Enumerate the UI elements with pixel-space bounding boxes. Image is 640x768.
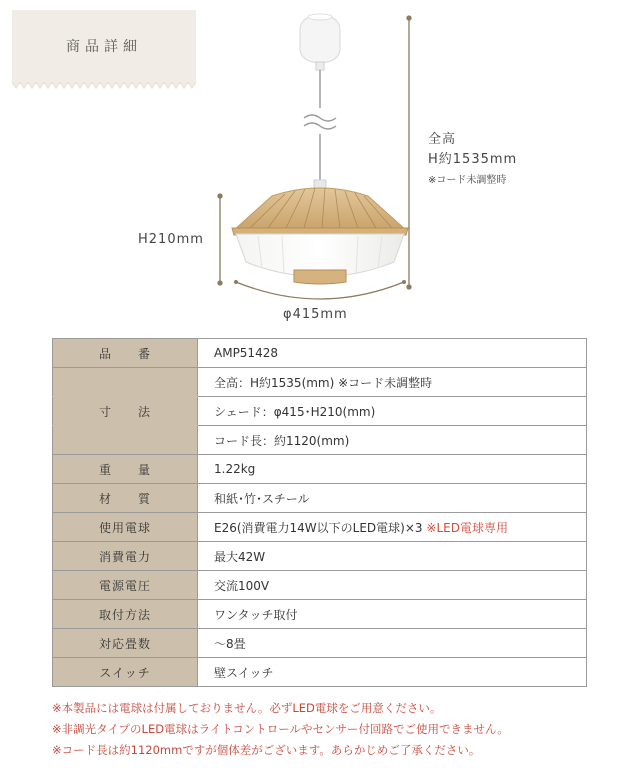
ceiling-canopy: [300, 14, 340, 70]
notes-block: [52, 698, 509, 761]
spec-label-weight: 重 量: [53, 455, 198, 484]
spec-value-part-number: AMP51428: [198, 339, 587, 368]
table-row: [53, 484, 587, 513]
total-height-dimension-line: [407, 16, 411, 289]
note-line: ※非調光タイプのLED電球はライトコントロールやセンサー付回路でご使用できません。: [52, 722, 509, 736]
spec-table: [52, 338, 587, 687]
spec-value-material: 和紙･竹･スチール: [198, 484, 587, 513]
spec-value-cord-length: コード長：約1120(mm): [198, 426, 587, 455]
note-line: ※コード長は約1120mmですが個体差がございます。あらかじめご了承ください。: [52, 743, 481, 757]
spec-label-dimensions-top: [53, 368, 198, 397]
section-title: 商品詳細: [66, 39, 142, 55]
total-height-value: H約1535mm: [428, 152, 518, 167]
table-row: [53, 600, 587, 629]
spec-value-shade-size: シェード：φ415･H210(mm): [198, 397, 587, 426]
spec-label-voltage: 電源電圧: [53, 571, 198, 600]
spec-value-power: 最大42W: [198, 542, 587, 571]
spec-value-switch: 壁スイッチ: [198, 658, 587, 687]
table-row: [53, 571, 587, 600]
table-row: [53, 426, 587, 455]
spec-value-mounting: ワンタッチ取付: [198, 600, 587, 629]
cord-break-mark-bottom: [304, 123, 336, 129]
total-height-label: 全高: [428, 132, 457, 147]
pendant-lamp-illustration: [0, 0, 640, 330]
spec-label-part-number: 品 番: [53, 339, 198, 368]
spec-value-voltage: 交流100V: [198, 571, 587, 600]
spec-label-mounting: 取付方法: [53, 600, 198, 629]
total-height-note: ※コード未調整時: [428, 175, 507, 186]
spec-label-dimensions-bottom: [53, 426, 198, 455]
table-row: [53, 455, 587, 484]
spec-label-room-size: 対応畳数: [53, 629, 198, 658]
spec-value-bulb: [198, 513, 587, 542]
note-line: ※本製品には電球は付属しておりません。必ずLED電球をご用意ください。: [52, 701, 442, 715]
table-row: [53, 542, 587, 571]
table-row: [53, 629, 587, 658]
led-only-note: ※LED電球専用: [426, 520, 508, 535]
spec-label-power: 消費電力: [53, 542, 198, 571]
diameter-value: φ415mm: [283, 307, 348, 322]
spec-label-dimensions: 寸 法: [53, 397, 198, 426]
lamp-shade: [232, 180, 408, 284]
cord-break-mark-top: [304, 115, 336, 121]
spec-value-weight: 1.22kg: [198, 455, 587, 484]
spec-value-room-size: ～8畳: [198, 629, 587, 658]
shade-height-value: H210mm: [138, 232, 204, 247]
spec-label-switch: スイッチ: [53, 658, 198, 687]
table-row: [53, 339, 587, 368]
bulb-spec-text: E26(消費電力14W以下のLED電球)×3: [214, 520, 423, 535]
table-row: [53, 397, 587, 426]
spec-value-total-height: 全高：H約1535(mm) ※コード未調整時: [198, 368, 587, 397]
spec-label-material: 材 質: [53, 484, 198, 513]
shade-height-dimension-line: [218, 194, 222, 285]
table-row: [53, 513, 587, 542]
spec-label-bulb: 使用電球: [53, 513, 198, 542]
table-row: [53, 368, 587, 397]
table-row: [53, 658, 587, 687]
